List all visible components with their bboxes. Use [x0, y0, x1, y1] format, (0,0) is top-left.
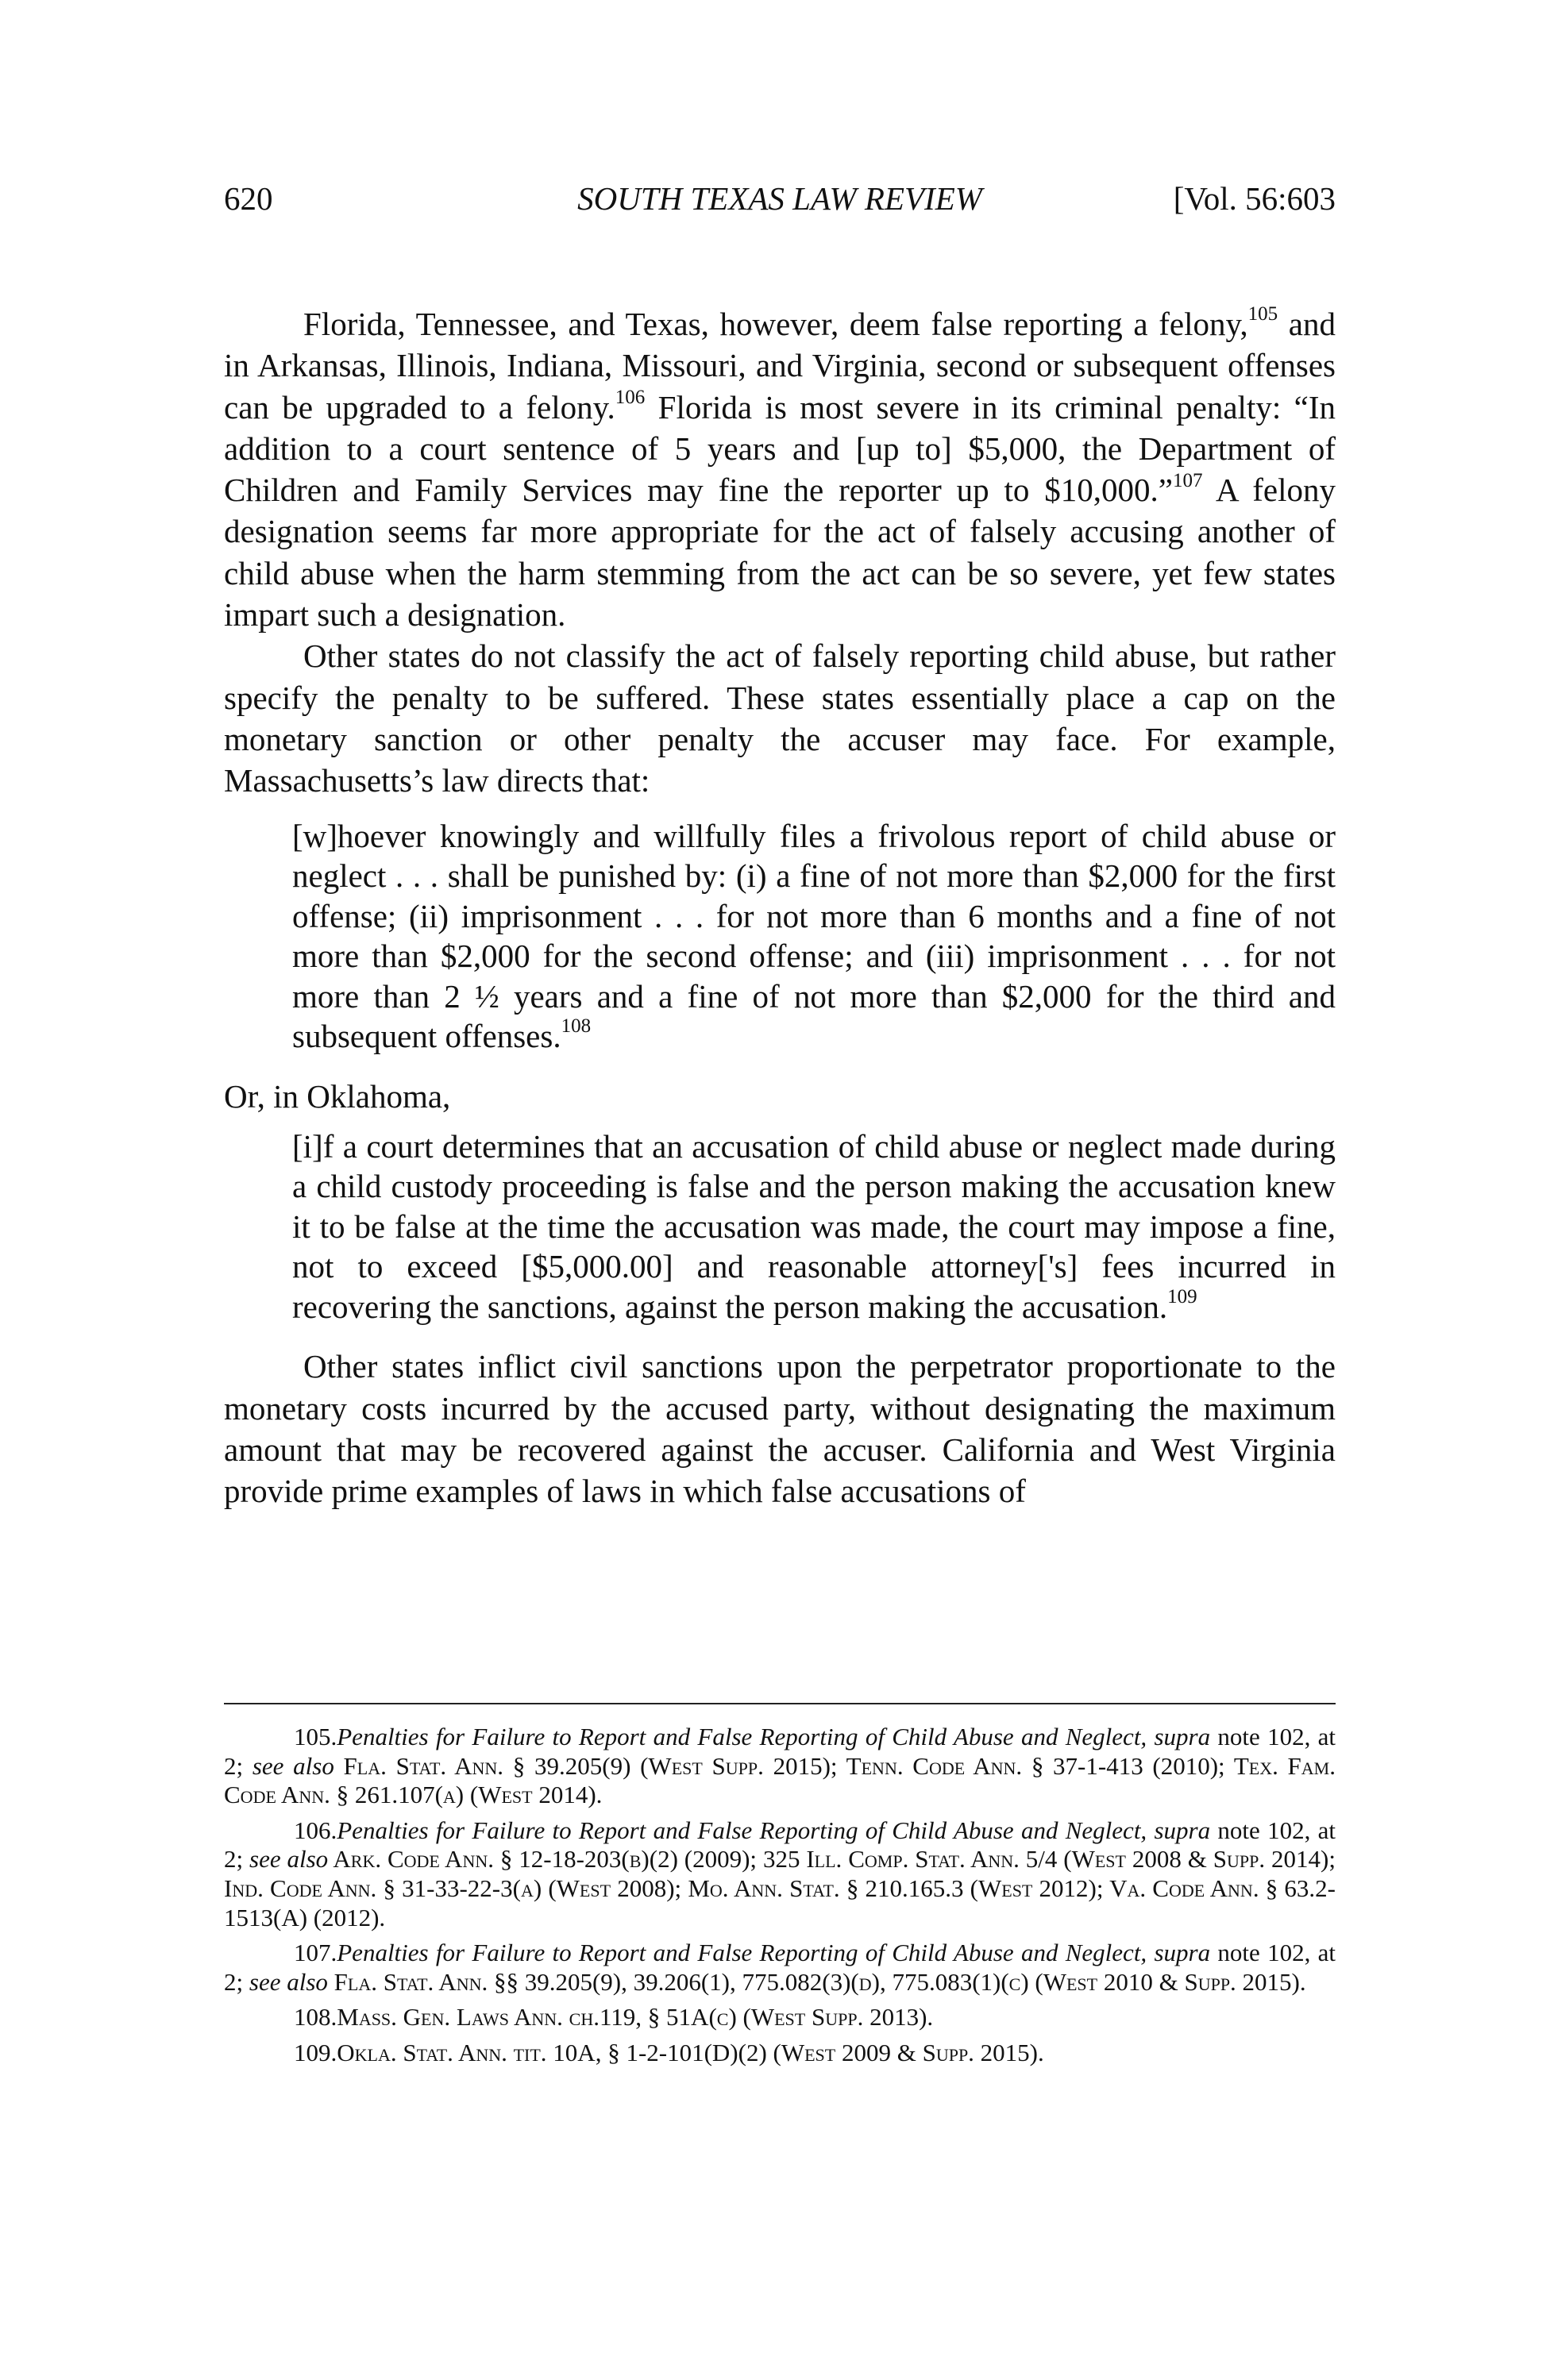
footnote-text: note 102, at 2;	[224, 1939, 1336, 1996]
paragraph-text: and in Arkansas, Illinois, Indiana, Missouri, and Virginia, second or subsequent offenses can be upgraded to a felony.	[224, 306, 1336, 426]
footnote-105	[224, 1723, 1336, 1810]
signal-see-also: see also	[249, 1845, 329, 1874]
footnote-citation: Mass. Gen. Laws Ann. ch.119, § 51A(c) (West Supp. 2013).	[337, 2003, 934, 2031]
journal-title: SOUTH TEXAS LAW REVIEW	[577, 180, 982, 217]
footnote-source-title: Penalties for Failure to Report and False Reporting of Child Abuse and Neglect, supra	[337, 1816, 1211, 1844]
block-quote-oklahoma	[292, 1126, 1336, 1327]
paragraph-text: A felony designation seems far more appropriate for the act of falsely accusing another of child abuse when the harm stemming from the act can be so severe, yet few states impart such a designation.	[224, 472, 1336, 634]
footnote-number: 106.	[294, 1816, 337, 1844]
paragraph-oklahoma: Or, in Oklahoma,	[224, 1077, 451, 1115]
footnote-citation: Ark. Code Ann. § 12-18-203(b)(2) (2009); 325 Ill. Comp. Stat. Ann. 5/4 (West 2008 & Supp. 2014); Ind. Code Ann. § 31-33-22-3(a) (West 2008); Mo. Ann. Stat. § 210.165.3 (West 2012); Va. Code Ann. § 63.2-1513(A) (2012).	[224, 1845, 1336, 1931]
quote-text: [i]f a court determines that an accusation of child abuse or neglect made during a child custody proceeding is false and the person making the accusation knew it to be false at the time the accusation was made, the court may impose a fine, not to exceed [$5,000.00] and reasonable attorney['s] fees incurred in recovering the sanctions, against the person making the accusation.	[292, 1127, 1336, 1325]
footnote-citation: Okla. Stat. Ann. tit. 10A, § 1-2-101(D)(2) (West 2009 & Supp. 2015).	[337, 2038, 1044, 2066]
footnote-109	[224, 2039, 1336, 2068]
footnote-number: 105.	[294, 1723, 337, 1750]
footnote-number: 108.	[294, 2003, 337, 2031]
signal-see-also: see also	[252, 1751, 334, 1780]
footnote-number: 109.	[294, 2038, 337, 2066]
footnote-citation: Fla. Stat. Ann. § 39.205(9) (West Supp. 2015); Tenn. Code Ann. § 37-1-413 (2010); Tex. Fam. Code Ann. § 261.107(a) (West 2014).	[224, 1751, 1336, 1809]
paragraph-text: Florida, Tennessee, and Texas, however, deem false reporting a felony,	[303, 306, 1248, 342]
signal-see-also: see also	[249, 1967, 328, 1996]
footnote-106	[224, 1816, 1336, 1932]
paragraph-felony	[224, 303, 1336, 635]
main-text	[224, 303, 1336, 1512]
paragraph-civil-sanctions: Other states inflict civil sanctions upon the perpetrator proportionate to the monetary costs incurred by the accused party, without designating the maximum amount that may be recovered against the accuser. California and West Virginia provide prime examples of laws in which false accusations of	[224, 1348, 1336, 1510]
footnote-ref-106[interactable]: 106	[615, 386, 646, 408]
footnote-text: note 102, at 2;	[224, 1723, 1336, 1780]
paragraph-text: Florida is most severe in its criminal penalty: “In addition to a court sentence of 5 years and [up to] $5,000, the Department of Children and Family Services may fine the reporter up to $10,000.”	[224, 388, 1336, 509]
footnote-source-title: Penalties for Failure to Report and False Reporting of Child Abuse and Neglect, supra	[337, 1939, 1211, 1967]
footnote-107	[224, 1939, 1336, 1997]
footnote-ref-105[interactable]: 105	[1247, 303, 1278, 325]
footnote-source-title: Penalties for Failure to Report and False Reporting of Child Abuse and Neglect, supra	[337, 1723, 1211, 1750]
quote-text: [w]hoever knowingly and willfully files a frivolous report of child abuse or neglect . . . shall be punished by: (i) a fine of not more than $2,000 for the first offense; (ii) imprisonment . . . for not more than 6 months and a fine of not more than $2,000 for the second offense; and (iii) imprisonment . . . for not more than 2 ½ years and a fine of not more than $2,000 for the third and subsequent offenses.	[292, 817, 1336, 1055]
footnote-divider	[224, 1703, 1336, 1704]
footnote-citation: Fla. Stat. Ann. §§ 39.205(9), 39.206(1), 775.082(3)(d), 775.083(1)(c) (West 2010 & Supp. 2015).	[327, 1967, 1306, 1996]
block-quote-massachusetts	[292, 816, 1336, 1057]
volume-citation: [Vol. 56:603	[1173, 180, 1336, 217]
footnote-108	[224, 2003, 1336, 2032]
footnote-text: note 102, at 2;	[224, 1816, 1336, 1874]
footnote-ref-107[interactable]: 107	[1172, 469, 1203, 491]
page-number: 620	[224, 180, 273, 217]
footnotes	[224, 1723, 1336, 2074]
paragraph-penalty-cap: Other states do not classify the act of falsely reporting child abuse, but rather specify the penalty to be suffered. These states essentially place a cap on the monetary sanction or other penalty the accuser may face. For example, Massachusetts’s law directs that:	[224, 637, 1336, 799]
footnote-ref-109[interactable]: 109	[1167, 1286, 1197, 1308]
footnote-ref-108[interactable]: 108	[561, 1015, 592, 1038]
footnote-number: 107.	[294, 1939, 337, 1967]
running-header	[224, 179, 1336, 227]
